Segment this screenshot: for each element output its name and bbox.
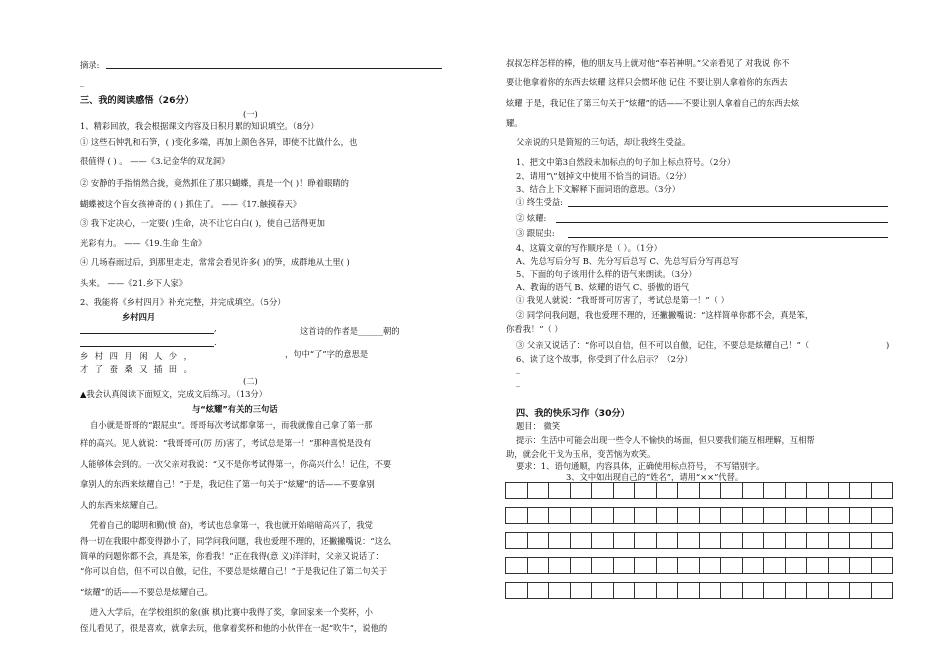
writing-cell[interactable] xyxy=(613,532,636,549)
writing-cell[interactable] xyxy=(634,507,657,524)
writing-cell[interactable] xyxy=(570,482,593,499)
writing-cell[interactable] xyxy=(634,557,657,574)
word-2-label: ② 炫耀: xyxy=(516,213,547,223)
r-q5: 5、下面的句子该用什么样的语气来朗读。（3分） xyxy=(516,269,697,279)
writing-cell[interactable] xyxy=(849,532,872,549)
writing-cell[interactable] xyxy=(656,532,679,549)
writing-cell[interactable] xyxy=(591,507,614,524)
q1a-line1: ① 这些石钟乳和石笋，( )变化多端，再加上颜色各异，即使不比做什么，也 xyxy=(80,137,358,147)
writing-cell[interactable] xyxy=(677,507,700,524)
story-line: 凭着自己的聪明和勤(愤 奋)，考试也总拿第一，我也就开始暗暗高兴了，我觉 xyxy=(90,520,373,530)
story-line: 父亲说的只是简短的三句话，却让我终生受益。 xyxy=(516,137,691,147)
writing-cell[interactable] xyxy=(570,582,593,599)
writing-cell[interactable] xyxy=(806,507,829,524)
r-q5-sentence-1: ① 我见人就说：“我哥哥可厉害了，考试总是第一！”（ ） xyxy=(516,295,729,305)
word-1-label: ① 终生受益: xyxy=(516,197,563,207)
writing-cell[interactable] xyxy=(720,582,743,599)
writing-cell[interactable] xyxy=(849,557,872,574)
story-line: 叔叔怎样怎样的棒，他的朋友马上就对他“奉若神明。”父亲看见了 对我说 你不 xyxy=(506,58,790,68)
q1c-line1: ③ 我下定决心，一定要( )生命，决不让它白白( )，使自己活得更加 xyxy=(80,218,325,228)
dash-mark: _ xyxy=(80,77,85,87)
writing-cell[interactable] xyxy=(613,482,636,499)
part1-label: (一) xyxy=(243,109,258,119)
writing-cell[interactable] xyxy=(849,582,872,599)
writing-cell[interactable] xyxy=(591,532,614,549)
word-2-answer-line xyxy=(556,222,888,223)
writing-cell[interactable] xyxy=(742,532,765,549)
writing-cell[interactable] xyxy=(785,532,808,549)
writing-cell[interactable] xyxy=(720,532,743,549)
writing-cell[interactable] xyxy=(871,507,894,524)
word-3-label: ③ 跟屁虫: xyxy=(516,228,555,238)
writing-cell[interactable] xyxy=(699,582,722,599)
story-line: “你可以自信，但不可以自傲，记住，不要总是炫耀自己！”于是我记住了第二句关于 xyxy=(80,566,388,576)
story-line: “炫耀”的话——不要总是炫耀自己。 xyxy=(80,587,213,597)
r-q6: 6、读了这个故事，你受到了什么启示？（2分） xyxy=(516,354,693,364)
r-q5-sentence-3: ③ 父亲又说话了：“你可以自信，但不可以自傲，记住，不要总是炫耀自己！”（ xyxy=(516,340,810,350)
r-q2: 2、请用“\”划掉文中使用不恰当的词语。（2分） xyxy=(516,171,692,181)
writing-cell[interactable] xyxy=(849,507,872,524)
writing-cell[interactable] xyxy=(763,482,786,499)
r-q3: 3、结合上下文解释下面词语的意思。（3分） xyxy=(516,184,681,194)
writing-cell[interactable] xyxy=(634,482,657,499)
writing-cell[interactable] xyxy=(527,557,550,574)
writing-grid[interactable] xyxy=(506,482,893,599)
r-q5-options: A、教诲的语气 B、炫耀的语气 C、骄傲的语气 xyxy=(516,282,690,292)
r-q5-sentence-3-close: ) xyxy=(886,340,890,350)
writing-cell[interactable] xyxy=(828,507,851,524)
excerpt-line xyxy=(106,68,442,69)
q1-prompt: 1、精彩回放，我会根据课文内容及日积月累的知识填空。（8分） xyxy=(80,121,319,131)
writing-cell[interactable] xyxy=(634,532,657,549)
writing-cell[interactable] xyxy=(505,557,528,574)
writing-cell[interactable] xyxy=(806,557,829,574)
writing-cell[interactable] xyxy=(785,507,808,524)
r-q5-sentence-2: ② 同学问我问题，我也爱理不理的，还撇撇嘴说：“这样简单你都不会，真是笨， xyxy=(516,310,814,320)
writing-cell[interactable] xyxy=(505,532,528,549)
poem-line-2: 才了蚕桑又插田。 xyxy=(80,364,199,374)
q1c-line2: 光彩有力。 ——《19.生命 生命》 xyxy=(80,238,207,248)
poem-line-1: 乡村四月闲人少， xyxy=(80,351,199,361)
writing-cell[interactable] xyxy=(699,557,722,574)
part2-label: (二) xyxy=(243,376,258,386)
writing-cell[interactable] xyxy=(871,557,894,574)
writing-cell[interactable] xyxy=(828,482,851,499)
writing-cell[interactable] xyxy=(849,482,872,499)
word-1-answer-line xyxy=(568,206,888,207)
writing-cell[interactable] xyxy=(613,557,636,574)
writing-cell[interactable] xyxy=(656,557,679,574)
writing-cell[interactable] xyxy=(591,582,614,599)
excerpt-label: 摘录: xyxy=(80,60,100,70)
story-line: 简单的问题你都不会，真是笨，你看我！”正在我得(意 义)洋洋时，父亲又说话了： xyxy=(80,551,384,561)
q2-prompt: 2、我能将《乡村四月》补充完整，并完成填空。（5分） xyxy=(80,297,286,307)
writing-cell[interactable] xyxy=(828,557,851,574)
writing-cell[interactable] xyxy=(699,532,722,549)
writing-cell[interactable] xyxy=(613,507,636,524)
writing-cell[interactable] xyxy=(785,557,808,574)
r-q4: 4、这篇文章的写作顺序是（ ）。（1分） xyxy=(516,243,662,253)
word-3-answer-line xyxy=(568,237,888,238)
writing-cell[interactable] xyxy=(763,582,786,599)
q1d-line1: ④ 几场春雨过后，到那里走走，常常会看见许多( )的笋，成群地从土里( ) xyxy=(80,257,350,267)
writing-cell[interactable] xyxy=(548,582,571,599)
q1b-line2: 蝴蝶被这个盲女孩神奇的 ( ) 抓住了。 ——《17.触摸春天》 xyxy=(80,199,302,209)
writing-cell[interactable] xyxy=(677,532,700,549)
poem-title: 乡村四月 xyxy=(122,312,156,322)
writing-requirement-1: 要求：1、语句通顺，内容具体，正确使用标点符号， 不写错别字。 xyxy=(516,461,765,471)
writing-cell[interactable] xyxy=(742,557,765,574)
writing-cell[interactable] xyxy=(656,582,679,599)
writing-cell[interactable] xyxy=(677,482,700,499)
story-line: 炫耀 于是，我记住了第三句关于“炫耀”的话——不要让别人拿着自己的东西去炫 xyxy=(506,98,800,108)
writing-cell[interactable] xyxy=(785,482,808,499)
poem-blank-2 xyxy=(80,346,214,347)
writing-cell[interactable] xyxy=(677,582,700,599)
writing-cell[interactable] xyxy=(871,482,894,499)
story-line: 样的高兴。见人就说：“我哥哥可(厉 历)害了，考试总是第一！”那种喜悦是没有 xyxy=(80,438,372,448)
writing-cell[interactable] xyxy=(591,482,614,499)
story-title: 与“炫耀”有关的三句话 xyxy=(192,404,278,414)
writing-cell[interactable] xyxy=(634,582,657,599)
r-q5-sentence-2-cont: 你看我！”（ ） xyxy=(506,324,563,334)
story-line: 人的东西来炫耀自己。 xyxy=(80,500,163,510)
writing-cell[interactable] xyxy=(505,582,528,599)
writing-cell[interactable] xyxy=(742,507,765,524)
writing-cell[interactable] xyxy=(720,557,743,574)
writing-cell[interactable] xyxy=(548,557,571,574)
writing-cell[interactable] xyxy=(699,507,722,524)
q1a-line2: 很值得 ( ) 。 ——《3.记金华的双龙洞》 xyxy=(80,156,230,166)
writing-cell[interactable] xyxy=(527,582,550,599)
poem-blank-1 xyxy=(80,333,214,334)
writing-cell[interactable] xyxy=(763,507,786,524)
writing-cell[interactable] xyxy=(763,557,786,574)
writing-topic: 题目： 微笑 xyxy=(516,421,561,431)
exam-page: 摘录: _ 三、我的阅读感悟（26分） (一) 1、精彩回放，我会根据课文内容及日积月累的知识填空。（8分） ① 这些石钟乳和石笋，( )变化多端，再加上颜色各异，即使不比做什么，也 很值得 ( ) 。 ——《3.记金华的双龙洞》 ② 安静的手指悄然合拢，竟然抓住了那只蝴蝶，真是一个( )！睁着眼睛的 蝴蝶被这个盲女孩神奇的 ( ) 抓住了。 ——《17.触摸春天》 ③ 我下定决心，一定要( )生命，决不让它白白( )，使自己活得更加 光彩有力。 ——《19.生命 生命》 ④ 几场春雨过后，到那里走走，常常会看见许多( )的笋，成群地从土里( ) 头来。 ——《21.乡下人家》 2、我能将《乡村四月》补充完整，并完成填空。（5分） 乡村四月 , 这首诗的作者是______朝的 . 乡村四月闲人少， ，句中“了”字的意思是 才了蚕桑又插田。 (二) ▲我会认真阅读下面短文，完成文后练习。（13分） 与“炫耀”有关的三句话 自小就是哥哥的“跟屁虫”。哥哥每次考试都拿第一，而我就像自己拿了第一那 样的高兴。见人就说：“我哥哥可(厉 历)害了，考试总是第一！”那种喜悦是没有 人能够体会到的。一次父亲对我说：“又不是你考试得第一，你高兴什么！记住，不要 拿别人的东西来炫耀自己！”于是，我记住了第一句关于“炫耀”的话——不要拿别 人的东西来炫耀自己。 凭着自己的聪明和勤(愤 奋)，考试也总拿第一，我也就开始暗暗高兴了，我觉 得一切在我眼中都变得渺小了，同学问我问题，我也爱理不理的，还撇撇嘴说：“这么 简单的问题你都不会，真是笨，你看我！”正在我得(意 义)洋洋时，父亲又说话了： “你可以自信，但不可以自傲，记住，不要总是炫耀自己！”于是我记住了第二句关于 “炫耀”的话——不要总是炫耀自己。 进入大学后，在学校组织的象(旗 棋)比赛中我得了奖，拿回家来一个奖杯，小 侄儿看见了，很是喜欢，就拿去玩，他拿着奖杯和他的小伙伴在一起“吹牛”，说他的 叔叔怎样怎样的棒，他的朋友马上就对他“奉若神明。”父亲看见了 对我说 你不 要让他拿着你的东西去炫耀 这样只会惯坏他 记住 不要让别人拿着你的东西去 炫耀 于是，我记住了第三句关于“炫耀”的话——不要让别人拿着自己的东西去炫 耀。 父亲说的只是简短的三句话，却让我终生受益。 1、把文中第3自然段未加标点的句子加上标点符号。（2分） 2、请用“\”划掉文中使用不恰当的词语。（2分） 3、结合上下文解释下面词语的意思。（3分） ① 终生受益: ② 炫耀: ③ 跟屁虫: 4、这篇文章的写作顺序是（ ）。（1分） A、先总写后分写 B、先分写后总写 C、先总写后分写再总写 5、下面的句子该用什么样的语气来朗读。（3分） A、教诲的语气 B、炫耀的语气 C、骄傲的语气 ① 我见人就说：“我哥哥可厉害了，考试总是第一！”（ ） ② 同学问我问题，我也爱理不理的，还撇撇嘴说：“这样简单你都不会，真是笨， 你看我！”（ ） ③ 父亲又说话了：“你可以自信，但不可以自傲，记住，不要总是炫耀自己！”（ ) 6、读了这个故事，你受到了什么启示？（2分） _ _ 四、我的快乐习作（30分） 题目： 微笑 提示：生活中可能会出现一些令人不愉快的场面，但只要我们能互相理解，互相帮 助，就会化干戈为玉帛，变苦恼为欢笑。 要求：1、语句通顺，内容具体，正确使用标点符号， 不写错别字。 3、文中如出现自己的“姓名”，请用“××”代替。 xyxy=(0,0,950,658)
writing-cell[interactable] xyxy=(785,582,808,599)
writing-cell[interactable] xyxy=(763,532,786,549)
writing-cell[interactable] xyxy=(591,557,614,574)
writing-cell[interactable] xyxy=(828,532,851,549)
story-line: 侄儿看见了，很是喜欢，就拿去玩，他拿着奖杯和他的小伙伴在一起“吹牛”，说他的 xyxy=(80,623,388,633)
q1d-line2: 头来。 ——《21.乡下人家》 xyxy=(80,278,188,288)
writing-cell[interactable] xyxy=(548,532,571,549)
section4-title: 四、我的快乐习作（30分） xyxy=(516,408,630,419)
writing-cell[interactable] xyxy=(677,557,700,574)
writing-cell[interactable] xyxy=(505,507,528,524)
section3-title: 三、我的阅读感悟（26分） xyxy=(80,95,194,106)
writing-cell[interactable] xyxy=(656,482,679,499)
story-line: 人能够体会到的。一次父亲对我说：“又不是你考试得第一，你高兴什么！记住，不要 xyxy=(80,459,392,469)
writing-hint-cont: 助，就会化干戈为玉帛，变苦恼为欢笑。 xyxy=(506,449,656,459)
q1b-line1: ② 安静的手指悄然合拢，竟然抓住了那只蝴蝶，真是一个( )！睁着眼睛的 xyxy=(80,178,349,188)
writing-cell[interactable] xyxy=(806,582,829,599)
writing-cell[interactable] xyxy=(570,507,593,524)
writing-cell[interactable] xyxy=(656,507,679,524)
writing-cell[interactable] xyxy=(548,507,571,524)
writing-cell[interactable] xyxy=(548,482,571,499)
writing-cell[interactable] xyxy=(699,482,722,499)
r-q4-options: A、先总写后分写 B、先分写后总写 C、先总写后分写再总写 xyxy=(516,256,739,266)
writing-cell[interactable] xyxy=(720,482,743,499)
poem-note-1: 这首诗的作者是______朝的 xyxy=(300,326,400,336)
writing-cell[interactable] xyxy=(570,557,593,574)
writing-cell[interactable] xyxy=(742,582,765,599)
story-line: 得一切在我眼中都变得渺小了，同学问我问题，我也爱理不理的，还撇撇嘴说：“这么 xyxy=(80,536,392,546)
writing-cell[interactable] xyxy=(527,532,550,549)
writing-cell[interactable] xyxy=(871,532,894,549)
instruction: ▲我会认真阅读下面短文，完成文后练习。（13分） xyxy=(80,389,268,399)
writing-cell[interactable] xyxy=(828,582,851,599)
writing-cell[interactable] xyxy=(527,507,550,524)
poem-note-2: ，句中“了”字的意思是 xyxy=(285,349,369,359)
writing-hint: 提示：生活中可能会出现一些令人不愉快的场面，但只要我们能互相理解，互相帮 xyxy=(516,435,815,445)
writing-cell[interactable] xyxy=(505,482,528,499)
writing-cell[interactable] xyxy=(613,582,636,599)
r-q1: 1、把文中第3自然段未加标点的句子加上标点符号。（2分） xyxy=(516,157,736,167)
writing-cell[interactable] xyxy=(742,482,765,499)
writing-requirement-2: 3、文中如出现自己的“姓名”，请用“××”代替。 xyxy=(566,472,744,482)
writing-cell[interactable] xyxy=(720,507,743,524)
dash-mark: _ xyxy=(516,377,521,387)
story-line: 进入大学后，在学校组织的象(旗 棋)比赛中我得了奖，拿回家来一个奖杯，小 xyxy=(90,607,373,617)
writing-cell[interactable] xyxy=(527,482,550,499)
writing-cell[interactable] xyxy=(570,532,593,549)
story-line: 要让他拿着你的东西去炫耀 这样只会惯坏他 记住 不要让别人拿着你的东西去 xyxy=(506,77,788,87)
story-line: 拿别人的东西来炫耀自己！”于是，我记住了第一句关于“炫耀”的话——不要拿别 xyxy=(80,479,375,489)
story-line: 自小就是哥哥的“跟屁虫”。哥哥每次考试都拿第一，而我就像自己拿了第一那 xyxy=(90,420,373,430)
dash-mark: _ xyxy=(516,364,521,374)
writing-cell[interactable] xyxy=(806,532,829,549)
writing-cell[interactable] xyxy=(871,582,894,599)
story-line: 耀。 xyxy=(506,118,523,128)
writing-cell[interactable] xyxy=(806,482,829,499)
